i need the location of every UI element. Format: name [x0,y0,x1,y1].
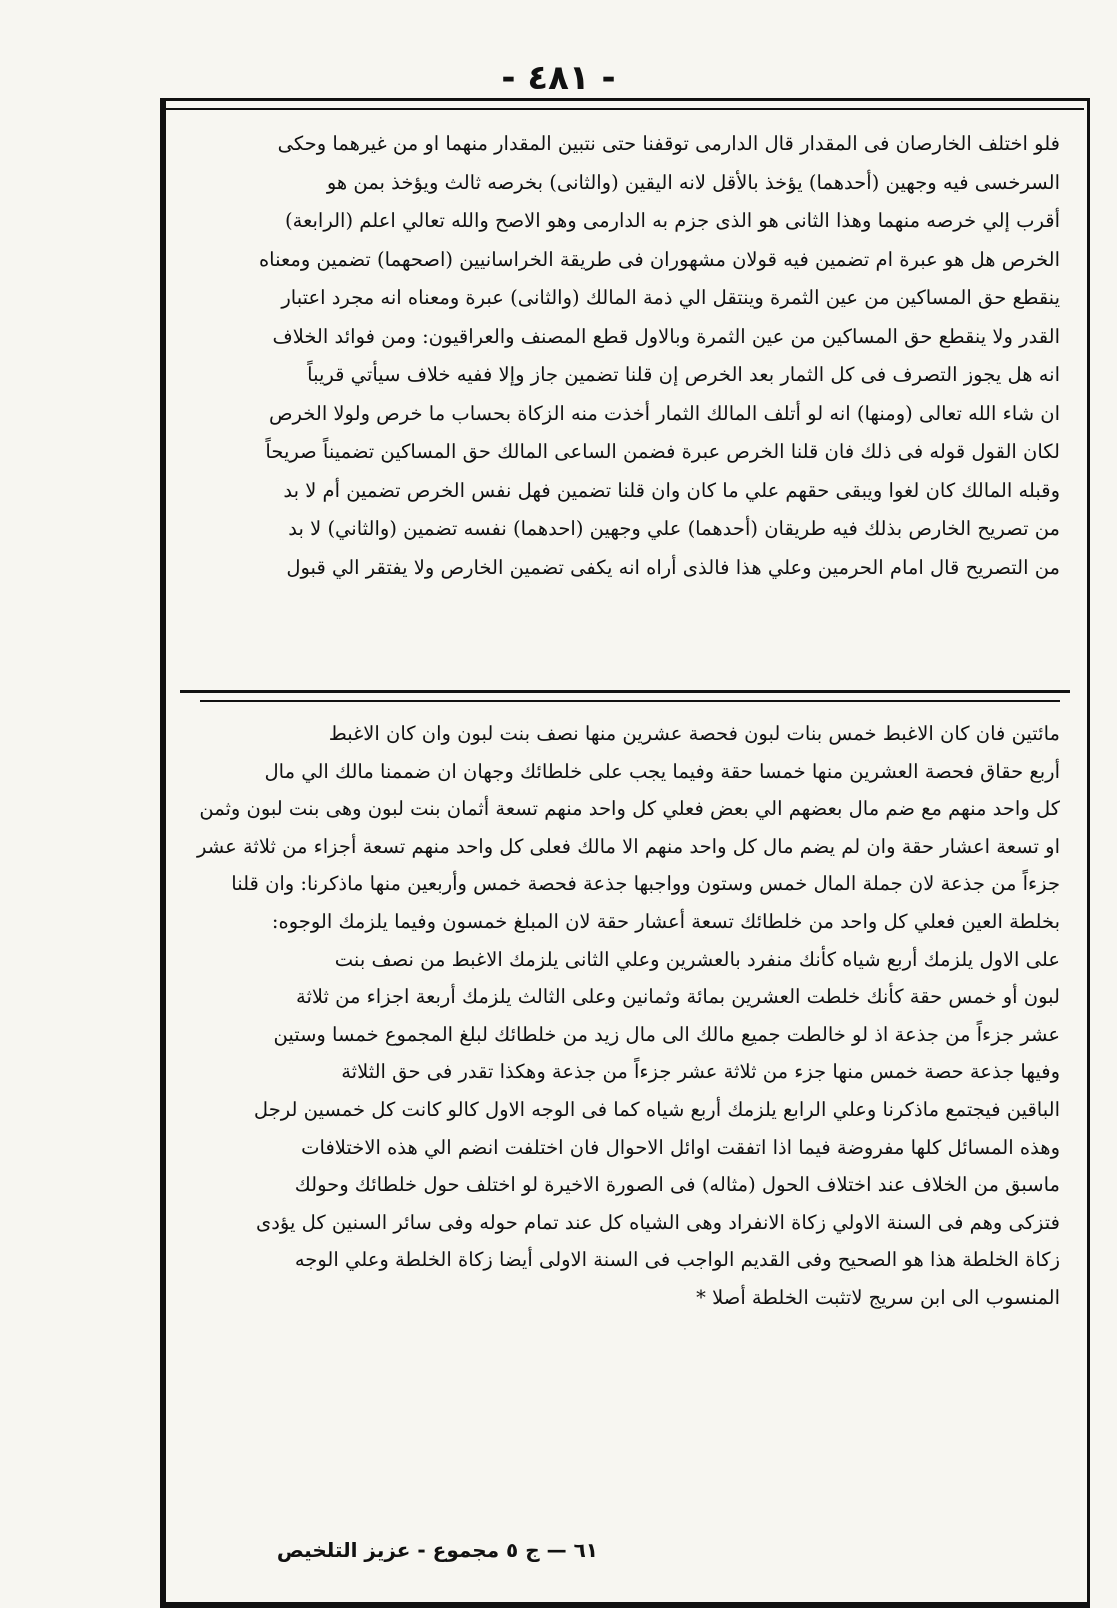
main-text-line: مائتين فان كان الاغبط خمس بنات لبون فحصة عشرين منها نصف بنت لبون وان كان الاغبط [328,722,1060,745]
commentary-line: الخرص هل هو عبرة ام تضمين فيه قولان مشهوران فى طريقة الخراسانيين (اصحهما) تضمين ومعناه [258,247,1060,271]
main-text-line: الباقين فيجتمع ماذكرنا وعلي الرابع يلزمك أربع شياه كما فى الوجه الاول كالو كانت كل خمسين لرجل [253,1097,1060,1121]
main-text-block [180,715,1060,1317]
commentary-line: السرخسى فيه وجهين (أحدهما) يؤخذ بالأقل لانه اليقين (والثانى) بخرصه ثالث ويؤخذ بمن هو [326,170,1060,194]
footer-signature: ٦١ — ج ٥ مجموع - عزيز التلخيص [276,1538,598,1562]
commentary-line: انه هل يجوز التصرف فى كل الثمار بعد الخرص إن قلنا تضمين جاز وإلا ففيه خلاف سيأتي قريباً [307,363,1060,386]
commentary-line: من تصريح الخارص بذلك فيه طريقان (أحدهما) علي وجهين (احدهما) نفسه تضمين (والثاني) لا بد [288,517,1060,540]
main-text-line: لبون أو خمس حقة كأنك خلطت العشرين بمائة وثمانين وعلى الثالث يلزمك أربعة اجزاء من ثلاثة [296,985,1060,1009]
main-text-line: أربع حقاق فحصة العشرين منها خمسا حقة وفيما يجب على خلطائك وجهان ان ضممنا مالك الي مال [264,759,1060,783]
main-text-line: جزءاً من جذعة لان جملة المال خمس وستون وواجبها جذعة فحصة خمس وأربعين منها ماذكرنا: وان قلنا [231,872,1060,896]
commentary-line: ينقطع حق المساكين من عين الثمرة وينتقل الي ذمة المالك (والثانى) عبرة ومعناه انه مجرد اعتبار [281,286,1060,309]
commentary-line: من التصريح قال امام الحرمين وعلي هذا فالذى أراه انه يكفى تضمين الخارص ولا يفتقر الي قبول [286,555,1060,579]
main-text-line: المنسوب الى ابن سريج لاتثبت الخلطة أصلا * [696,1285,1060,1309]
main-text-line: بخلطة العين فعلي كل واحد من خلطائك تسعة أعشار حقة لان المبلغ خمسون وفيما يلزمك الوجوه: [271,909,1060,933]
main-text-line: عشر جزءاً من جذعة اذ لو خالطت جميع مالك الى مال زيد من خلطائك لبلغ المجموع خمسا وستين [273,1022,1060,1046]
main-text-line: كل واحد منهم مع ضم مال بعضهم الي بعض فعلي كل واحد منهم تسعة أثمان بنت لبون وهى بنت لبون وثمن [199,797,1060,821]
commentary-line: فلو اختلف الخارصان فى المقدار قال الدارمى توقفنا حتى نتبين المقدار منهما او من غيرهما وحكى [277,132,1060,155]
commentary-line: القدر ولا ينقطع حق المساكين من عين الثمرة وبالاول قطع المصنف والعراقيون: ومن فوائد الخلاف [272,324,1060,348]
main-text-line: على الاول يلزمك أربع شياه كأنك منفرد بالعشرين وعلي الثانى يلزمك الاغبط من نصف بنت [334,947,1060,971]
main-text-line: زكاة الخلطة هذا هو الصحيح وفى القديم الواجب فى السنة الاولى أيضا زكاة الخلطة وعلي الوجه [294,1248,1060,1272]
main-text-line: او تسعة اعشار حقة وان لم يضم مال كل واحد منهم الا مالك فعلى كل واحد منهم تسعة أجزاء من ثلاثة عشر [196,834,1060,858]
main-text-line: ماسبق من الخلاف عند اختلاف الحول (مثاله) فى الصورة الاخيرة لو اختلف حول خلطائك وحولك [294,1173,1060,1197]
commentary-line: ان شاء الله تعالى (ومنها) انه لو أتلف المالك الثمار أخذت منه الزكاة بحساب ما خرص ولولا الخرص [268,401,1060,425]
main-text-line: وهذه المسائل كلها مفروضة فيما اذا اتفقت اوائل الاحوال فان اختلفت انضم الي هذه الاختلافات [301,1135,1060,1159]
commentary-block [180,125,1060,587]
main-text-line: فتزكى وهم فى السنة الاولي زكاة الانفراد وهى الشياه كل عند تمام حوله وفى سائر السنين كل يؤدى [255,1210,1060,1234]
commentary-line: لكان القول قوله فى ذلك فان قلنا الخرص عبرة فضمن الساعى المالك حق المساكين تضميناً صريحاً [265,440,1060,463]
main-text-line: وفيها جذعة حصة خمس منها جزء من ثلاثة عشر جزءاً من جذعة وهكذا تقدر فى حق الثلاثة [341,1060,1060,1084]
commentary-line: أقرب إلي خرصه منهما وهذا الثانى هو الذى جزم به الدارمى وهو الاصح والله تعالي اعلم (الرابعة) [285,209,1060,232]
page-number: - ٤٨١ - [501,58,616,98]
commentary-line: وقبله المالك كان لغوا ويبقى حقهم علي ما كان وان قلنا تضمين فهل نفس الخرص تضمين أم لا بد [283,478,1060,502]
section-divider [180,690,1070,693]
section-divider-thin [200,700,1060,702]
